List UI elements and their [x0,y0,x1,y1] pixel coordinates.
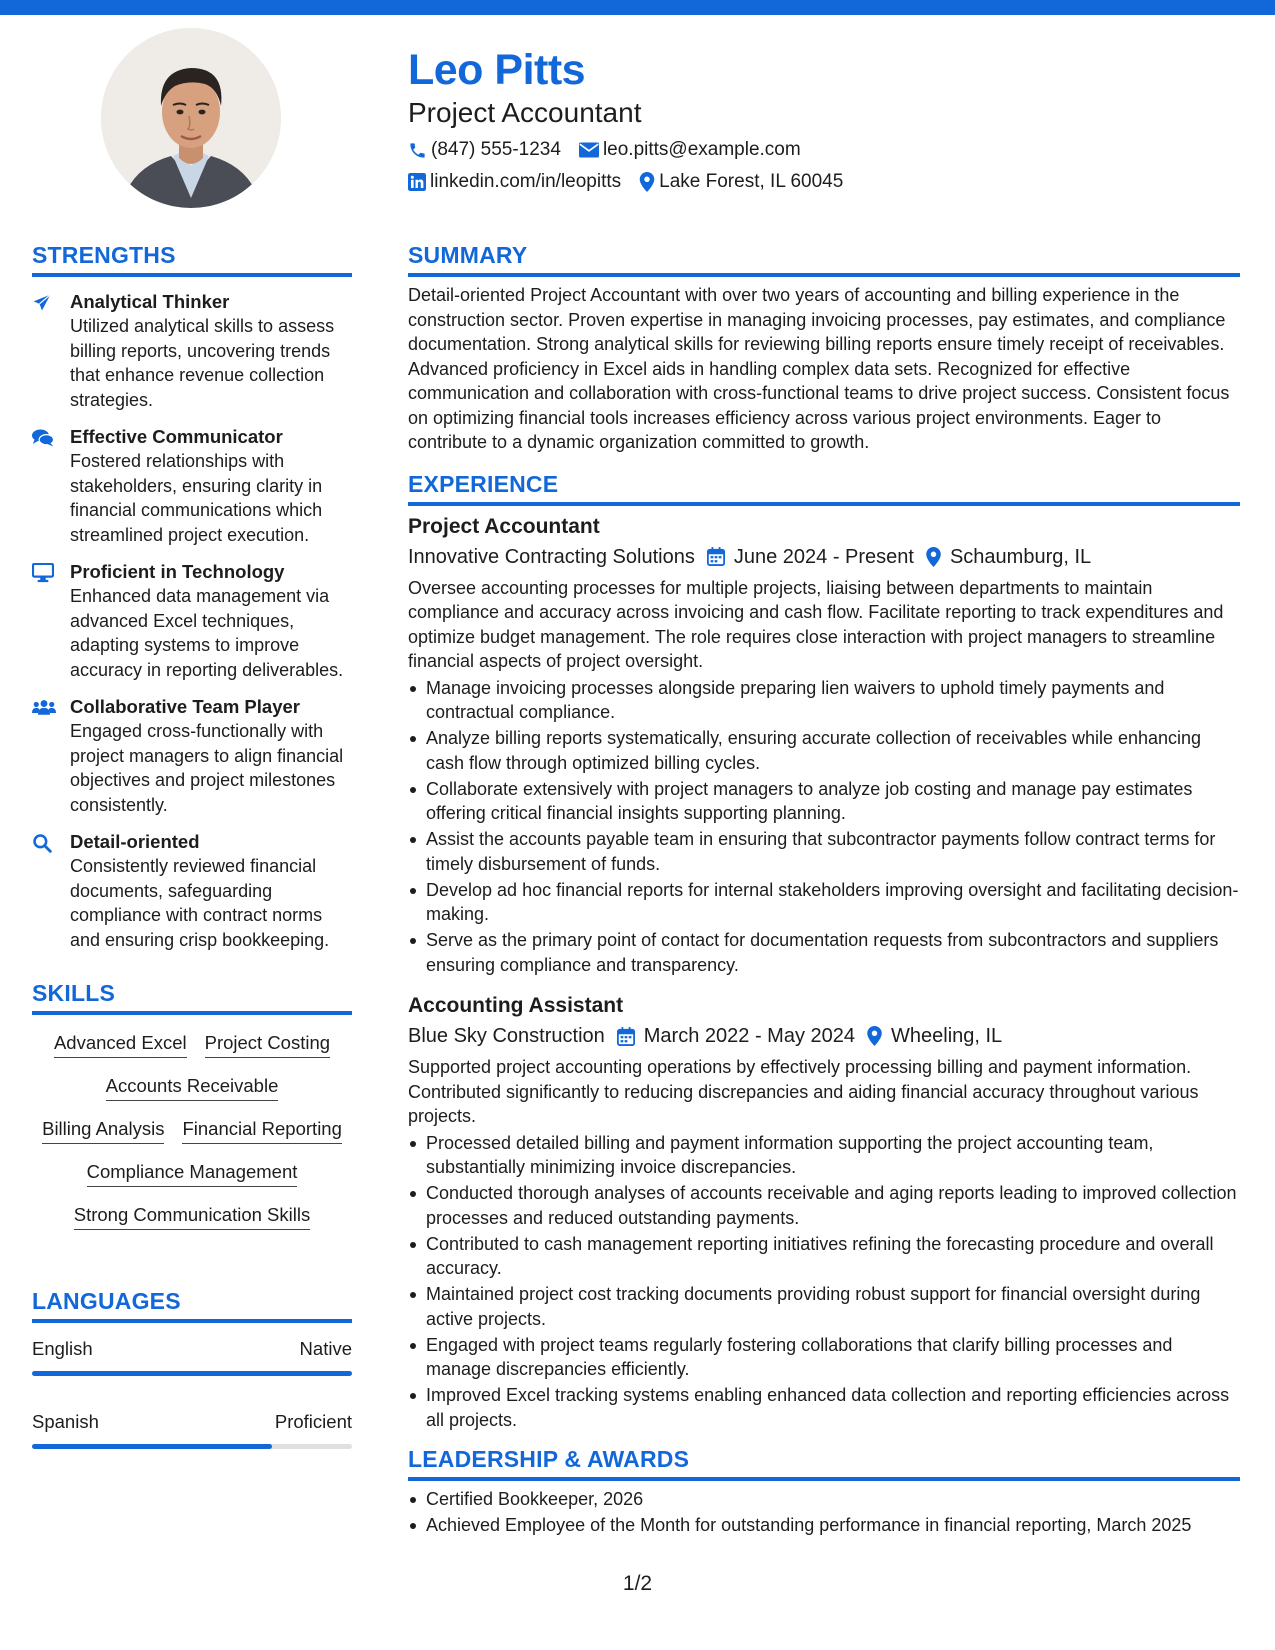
strengths-heading: STRENGTHS [32,240,352,277]
language-name: Spanish [32,1411,99,1432]
strength-title: Collaborative Team Player [70,696,300,717]
search-icon [32,833,52,853]
job-title: Accounting Assistant [408,994,624,1017]
list-item: Analyze billing reports systematically, ensuring accurate collection of receivables while enhancing cash flow through optimized billing cycles. [408,726,1240,775]
job-bullets [408,676,1240,978]
job-description: Supported project accounting operations by effectively processing billing and payment information. Contributed significantly to reducing discrepancies and aiding financial accuracy throughout various projects. [408,1057,1199,1126]
experience-heading: EXPERIENCE [408,469,1240,506]
language-proficiency-bar [32,1444,352,1449]
top-accent-bar [0,0,1275,15]
map-pin-icon [926,547,941,567]
summary-text: Detail-oriented Project Accountant with over two years of accounting and billing experience in the construction sector. Proven expertise in managing invoicing processes, pay estimates, and compliance documentation. Strong analytical skills for reviewing billing reports ensure timely receipt of receivables. Advanced proficiency in Excel aids in handling complex data sets. Recognized for effective communication and collaboration with cross-functional teams to drive project success. Consistent focus on optimizing financial tools increases efficiency across various project environments. Eager to contribute to a dynamic organization committed to growth. [408,285,1230,452]
left-column [32,240,352,1449]
job-dates: June 2024 - Present [733,545,914,568]
linkedin-contact[interactable] [408,170,621,194]
team-icon [32,698,56,716]
strength-title: Detail-oriented [70,831,200,852]
resume-header [408,44,1238,198]
list-item: Certified Bookkeeper, 2026 [408,1487,1240,1512]
chat-bubbles-icon [32,428,54,448]
strength-desc: Enhanced data management via advanced Excel techniques, adapting systems to improve accuracy in reporting deliverables. [70,586,344,680]
calendar-icon [617,1027,635,1046]
awards-heading: LEADERSHIP & AWARDS [408,1444,1240,1481]
language-proficiency-fill [32,1371,352,1376]
job-entry [408,991,1240,1432]
list-item: Conducted thorough analyses of accounts receivable and aging reports leading to improved collection processes and reduced outstanding payments. [408,1181,1240,1230]
skill-tag: Accounts Receivable [106,1074,279,1101]
phone-contact[interactable] [408,138,561,162]
strength-item [32,560,352,682]
phone-icon [408,141,427,160]
list-item: Manage invoicing processes alongside preparing lien waivers to uphold timely payments and contractual compliance. [408,676,1240,725]
job-title: Project Accountant [408,514,600,538]
strengths-list [32,290,352,952]
candidate-name: Leo Pitts [408,46,586,94]
job-meta [408,542,1240,572]
email-contact[interactable] [579,138,801,162]
list-item: Collaborate extensively with project managers to analyze job costing and manage pay estimates offering critical financial insights supporting planning. [408,777,1240,826]
location-contact [639,170,843,194]
language-item [32,1410,352,1449]
skill-tag: Project Costing [205,1031,330,1058]
strength-desc: Utilized analytical skills to assess billing reports, uncovering trends that enhance revenue collection strategies. [70,316,335,410]
strength-title: Effective Communicator [70,426,283,447]
strength-desc: Consistently reviewed financial documents, safeguarding compliance with contract norms and ensuring crisp bookkeeping. [70,856,330,950]
language-level: Proficient [274,1411,352,1432]
language-proficiency-fill [32,1444,272,1449]
job-entry [408,512,1240,978]
list-item: Processed detailed billing and payment information supporting the project accounting team, substantially minimizing invoice discrepancies. [408,1131,1240,1180]
calendar-icon [707,547,725,566]
linkedin-icon [408,173,426,191]
job-dates: March 2022 - May 2024 [643,1025,855,1047]
list-item: Serve as the primary point of contact for documentation requests from subcontractors and suppliers ensuring compliance and transparency. [408,928,1240,977]
list-item: Achieved Employee of the Month for outstanding performance in financial reporting, March 2025 [408,1513,1240,1538]
language-proficiency-bar [32,1371,352,1376]
list-item: Develop ad hoc financial reports for internal stakeholders improving oversight and facilitating decision-making. [408,878,1240,927]
right-column [408,240,1240,1539]
contact-row-1 [408,134,1238,166]
language-name: English [32,1338,93,1359]
job-bullets [408,1131,1240,1433]
list-item: Maintained project cost tracking documents providing robust support for financial oversight during active projects. [408,1282,1240,1331]
awards-list [408,1487,1240,1538]
strength-desc: Engaged cross-functionally with project managers to align financial objectives and project milestones consistently. [70,721,344,815]
skill-tag: Compliance Management [87,1160,298,1187]
location-text: Lake Forest, IL 60045 [659,171,844,192]
paper-plane-icon [32,293,52,313]
map-pin-icon [639,172,655,192]
envelope-icon [579,142,599,158]
summary-section [408,240,1240,455]
skill-tag: Advanced Excel [54,1031,187,1058]
strength-title: Analytical Thinker [70,291,230,312]
job-company: Blue Sky Construction [408,1025,605,1047]
skills-list [32,1015,352,1238]
page-number: 1/2 [622,1572,653,1595]
summary-heading: SUMMARY [408,240,1240,277]
language-level: Native [299,1338,352,1359]
job-location: Wheeling, IL [891,1025,1003,1047]
linkedin-text: linkedin.com/in/leopitts [430,171,622,192]
strength-item [32,830,352,952]
candidate-title: Project Accountant [408,97,642,128]
awards-section [408,1444,1240,1538]
job-description: Oversee accounting processes for multiple projects, liaising between departments to maintain compliance and accuracy across invoicing and cash flow. Facilitate reporting to track expenditures and optimize budget management. The role requires close interaction with project managers to streamline financial aspects of project oversight. [408,577,1224,671]
skill-tag: Strong Communication Skills [74,1203,310,1230]
list-item: Improved Excel tracking systems enabling enhanced data collection and reporting efficiencies across all projects. [408,1383,1240,1432]
email-text: leo.pitts@example.com [602,139,801,160]
contact-row-2 [408,166,1238,198]
languages-heading: LANGUAGES [32,1286,352,1323]
job-location: Schaumburg, IL [949,545,1092,568]
list-item: Contributed to cash management reporting initiatives refining the forecasting procedure and overall accuracy. [408,1232,1240,1281]
strength-item [32,425,352,547]
map-pin-icon [867,1026,882,1046]
skill-tag: Billing Analysis [42,1117,164,1144]
profile-photo [101,28,281,208]
strength-title: Proficient in Technology [70,561,285,582]
list-item: Engaged with project teams regularly fostering collaborations that clarify billing processes and manage discrepancies efficiently. [408,1333,1240,1382]
job-company: Innovative Contracting Solutions [408,545,695,568]
strength-desc: Fostered relationships with stakeholders, ensuring clarity in financial communications which streamlined project execution. [70,451,323,545]
monitor-icon [32,563,54,583]
job-meta [408,1021,1240,1051]
language-item [32,1337,352,1376]
strength-item [32,695,352,817]
skill-tag: Financial Reporting [182,1117,341,1144]
experience-section [408,469,1240,1433]
strength-item [32,290,352,412]
list-item: Assist the accounts payable team in ensuring that subcontractor payments follow contract terms for timely disbursement of funds. [408,827,1240,876]
phone-text: (847) 555-1234 [431,139,561,160]
skills-heading: SKILLS [32,978,352,1015]
